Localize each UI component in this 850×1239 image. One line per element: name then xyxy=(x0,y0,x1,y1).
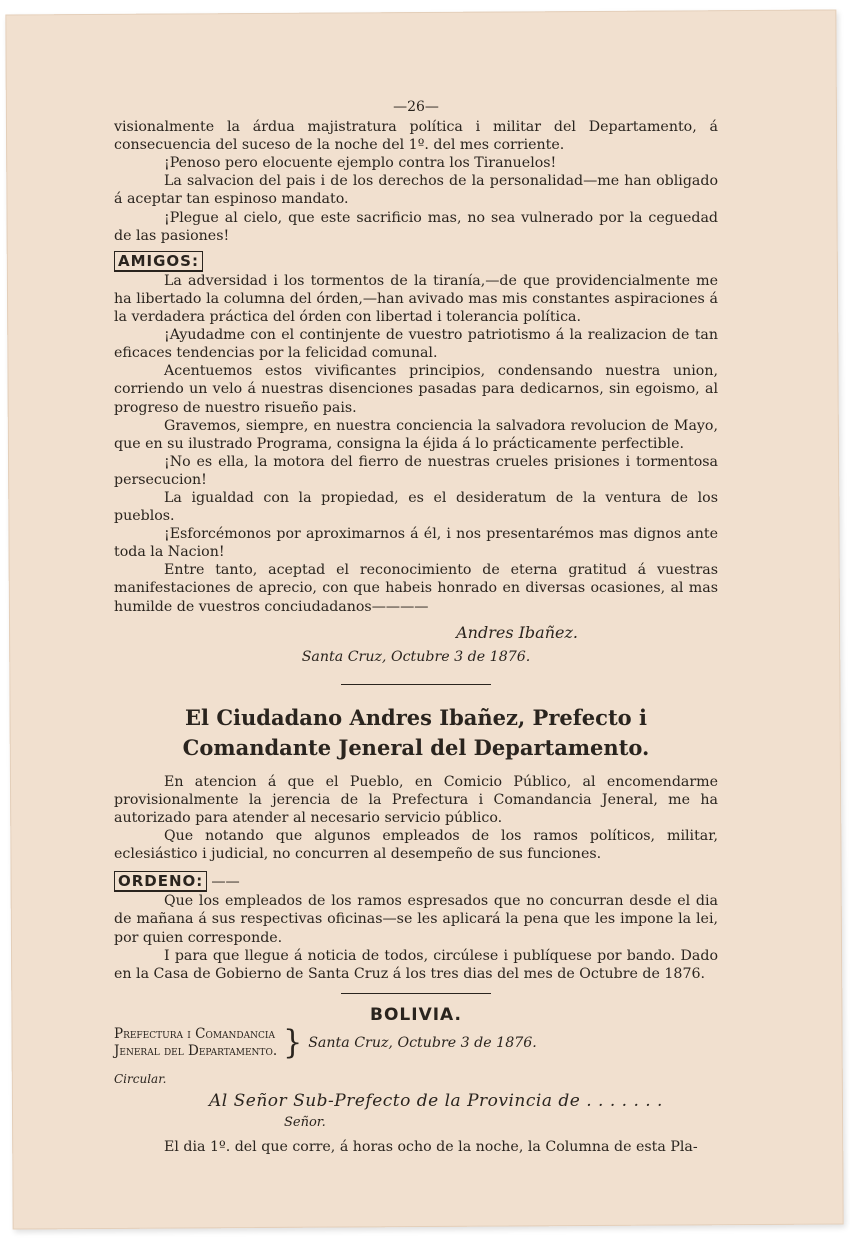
ordeno-heading: ORDENO: xyxy=(114,871,207,892)
paragraph: El dia 1º. del que corre, á horas ocho de la noche, la Columna de esta Pla- xyxy=(164,1139,698,1156)
place-date: Santa Cruz, Octubre 3 de 1876. xyxy=(308,1034,537,1051)
proclamation-title: El Ciudadano Andres Ibañez, Prefecto i Comandante Jeneral del Departamento. xyxy=(182,704,650,760)
signature: Andres Ibañez. xyxy=(456,622,578,642)
brace-icon: } xyxy=(283,1023,303,1062)
prefectura-line: Prefectura i Comandancia xyxy=(114,1025,275,1042)
document-body xyxy=(114,98,718,1156)
amigos-heading: AMIGOS: xyxy=(114,251,203,272)
paragraph: La igualdad con la propiedad, es el desideratum de la ventura de los pueblos. xyxy=(114,489,718,525)
addressee-line: Al Señor Sub-Prefecto de la Provincia de . . . . . . . xyxy=(209,1091,663,1112)
paragraph: ¡Ayudadme con el continjente de vuestro patriotismo á la realizacion de tan eficaces tendencias por la felicidad comunal. xyxy=(114,327,718,362)
paragraph: ¡Penoso pero elocuente ejemplo contra los Tiranuelos! xyxy=(164,155,557,172)
amigos-section xyxy=(114,251,718,272)
paragraph: Que los empleados de los ramos espresados que no concurran desde el dia de mañana á sus respectivas oficinas—se les aplicará la pena que les impone la lei, por quien corresponde. xyxy=(114,893,718,946)
paragraph: visionalmente la árdua majistratura política i militar del Departamento, á consecuencia del suceso de la noche del 1º. del mes corriente. xyxy=(114,119,718,154)
prefectura-block xyxy=(114,1023,718,1062)
paragraph: ¡Esforcémonos por aproximarnos á él, i nos presentarémos mas dignos ante toda la Nacion! xyxy=(114,526,718,561)
paragraph: Acentuemos estos vivificantes principios, condensando nuestra union, corriendo un velo á nuestras disenciones pasadas para dedicarnos, sin egoismo, al progreso de nuestro risueño pais. xyxy=(114,363,718,416)
prefectura-lines xyxy=(114,1026,277,1060)
bolivia-heading: BOLIVIA. xyxy=(370,1004,462,1025)
divider-rule xyxy=(341,684,491,685)
place-date: Santa Cruz, Octubre 3 de 1876. xyxy=(301,648,531,665)
salutation: Señor. xyxy=(284,1115,326,1131)
paragraph: En atencion á que el Pueblo, en Comicio Público, al encomendarme provisionalmente la jerencia de la Prefectura i Comandancia Jeneral, me ha autorizado para atender al necesario servicio público. xyxy=(114,773,718,826)
paragraph: Entre tanto, aceptad el reconocimiento de eterna gratitud á vuestras manifestaciones de aprecio, con que habeis honrado en diversas ocasiones, al mas humilde de vuestros conciudadanos———— xyxy=(114,562,718,615)
paragraph: Que notando que algunos empleados de los ramos políticos, militar, eclesiástico i judicial, no concurren al desempeño de sus funciones. xyxy=(114,828,718,863)
paragraph: I para que llegue á noticia de todos, circúlese i publíquese por bando. Dado en la Casa de Gobierno de Santa Cruz á los tres dias del mes de Octubre de 1876. xyxy=(114,947,718,982)
paragraph: Gravemos, siempre, en nuestra conciencia la salvadora revolucion de Mayo, que en su ilustrado Programa, consigna la éjida á lo prácticamente perfectible. xyxy=(114,417,718,452)
divider-rule xyxy=(341,993,491,994)
paragraph: ¡Plegue al cielo, que este sacrificio mas, no sea vulnerado por la ceguedad de las pasiones! xyxy=(114,209,718,244)
prefectura-line: Jeneral del Departamento. xyxy=(114,1042,278,1059)
circular-label: Circular. xyxy=(114,1071,167,1086)
paragraph: ¡No es ella, la motora del fierro de nuestras crueles prisiones i tormentosa persecucion! xyxy=(114,453,718,488)
paragraph: La salvacion del pais i de los derechos de la personalidad—me han obligado á aceptar tan espinoso mandato. xyxy=(114,173,718,208)
ordeno-section: ORDENO: —— xyxy=(114,871,718,892)
paragraph: La adversidad i los tormentos de la tiranía,—de que providencialmente me ha libertado la columna del órden,—han avivado mas mis constantes aspiraciones á la verdadera práctica del órden con libertad i tolerancia política. xyxy=(114,272,718,326)
page-number: —26— xyxy=(393,99,439,115)
